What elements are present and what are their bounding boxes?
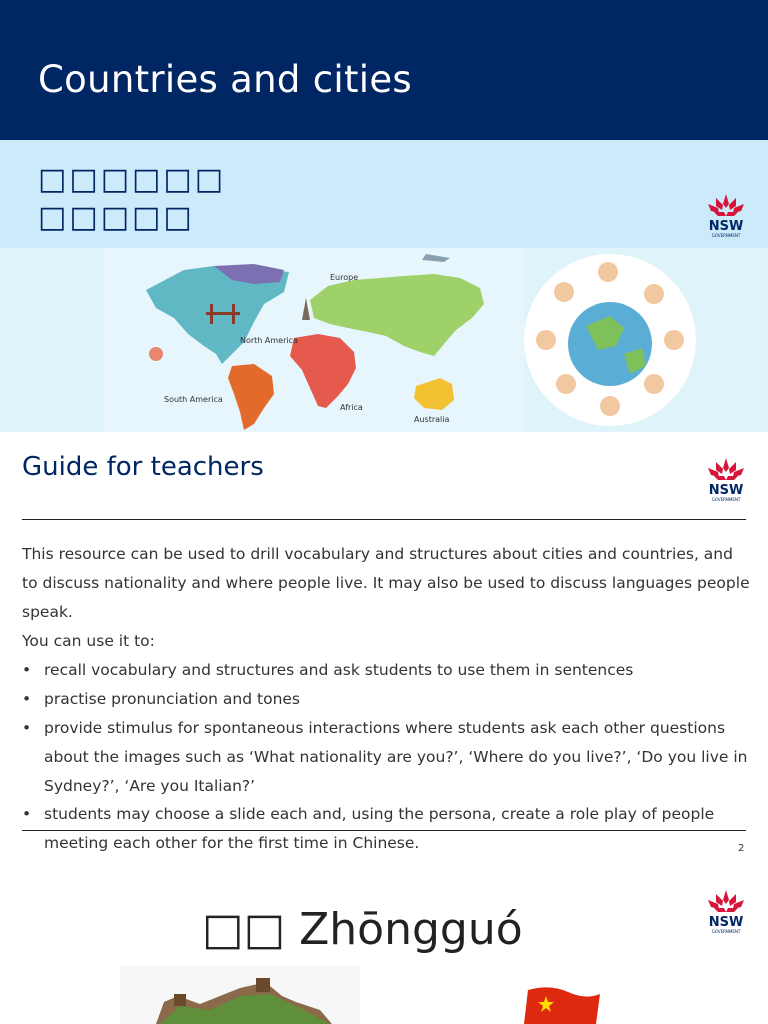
- bullet-item: • students may choose a slide each and, using the persona, create a role play of people meeting each other for the first time in Chinese.: [22, 800, 752, 858]
- waratah-icon: [704, 456, 748, 502]
- svg-text:GOVERNMENT: GOVERNMENT: [711, 497, 741, 502]
- svg-text:GOVERNMENT: GOVERNMENT: [711, 929, 741, 934]
- lead-text: You can use it to:: [22, 632, 155, 650]
- subtitle-line-1: □□□□□□: [38, 162, 227, 197]
- world-map-illustration: [104, 248, 524, 432]
- svg-text:North America: North America: [240, 336, 298, 345]
- great-wall-illustration: [120, 966, 360, 1024]
- svg-text:GOVERNMENT: GOVERNMENT: [711, 233, 741, 238]
- waratah-icon: [704, 192, 748, 238]
- waratah-icon: [704, 888, 748, 934]
- svg-text:Africa: Africa: [340, 403, 363, 412]
- nsw-logo: [704, 192, 748, 242]
- svg-text:South America: South America: [164, 395, 223, 404]
- subtitle-line-2: □□□□□: [38, 200, 195, 235]
- page-number: 2: [738, 843, 745, 854]
- bullet-item: • recall vocabulary and structures and ask students to use them in sentences: [22, 656, 752, 685]
- svg-text:NSW: NSW: [708, 219, 744, 234]
- bullet-icon: •: [22, 690, 32, 708]
- svg-text:NSW: NSW: [708, 483, 744, 498]
- guide-title: Guide for teachers: [22, 452, 264, 482]
- divider-top: [22, 519, 746, 520]
- slide-title: Countries and cities: [38, 58, 412, 101]
- china-flag-icon: [510, 984, 610, 1024]
- svg-text:Europe: Europe: [330, 273, 359, 282]
- bullet-icon: •: [22, 661, 32, 679]
- bullet-item: • provide stimulus for spontaneous interactions where students ask each other questions about the images such as ‘What nationality are you?’, ‘Where do you live?’, ‘Do you live in Sydney?’, ‘Are you Italian?’: [22, 714, 752, 801]
- nsw-logo: [704, 456, 748, 506]
- bullet-icon: •: [22, 805, 32, 823]
- nsw-logo: [704, 888, 748, 938]
- bullet-item: • practise pronunciation and tones: [22, 685, 752, 714]
- intro-paragraph: This resource can be used to drill vocabulary and structures about cities and countries, and to discuss nationality and where people live. It may also be used to discuss languages people speak.: [22, 545, 750, 621]
- svg-text:NSW: NSW: [708, 915, 744, 930]
- bullet-icon: •: [22, 719, 32, 737]
- svg-text:Australia: Australia: [414, 415, 450, 424]
- children-globe-illustration: [524, 254, 700, 430]
- divider-bottom: [22, 830, 746, 831]
- china-title: □□ Zhōngguó: [202, 904, 523, 955]
